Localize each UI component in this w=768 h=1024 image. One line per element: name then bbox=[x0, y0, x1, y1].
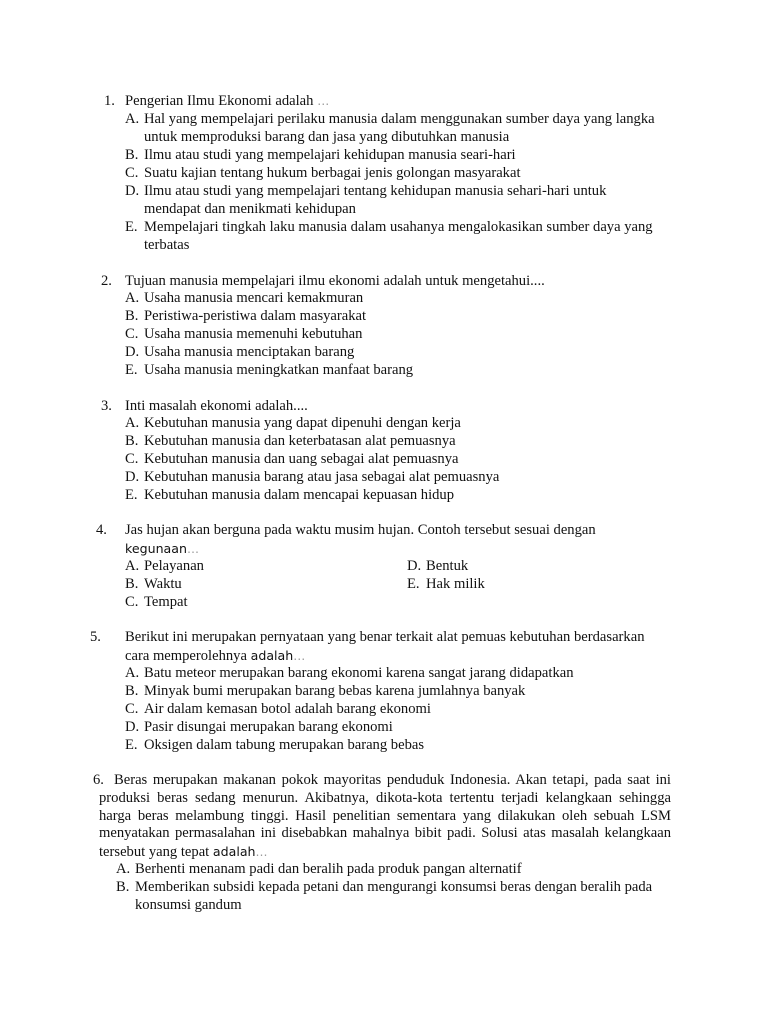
option-letter: A. bbox=[116, 861, 131, 877]
option-text: Waktu bbox=[144, 576, 182, 592]
option-text: Hak milik bbox=[426, 576, 485, 592]
option-letter: D. bbox=[125, 719, 140, 735]
option-letter: B. bbox=[125, 308, 139, 324]
option-letter: A. bbox=[125, 415, 140, 431]
question-stem: Tujuan manusia mempelajari ilmu ekonomi adalah untuk mengetahui.... bbox=[125, 273, 545, 289]
option-text: Kebutuhan manusia dalam mencapai kepuasan hidup bbox=[144, 487, 455, 503]
question-number: 5. bbox=[90, 629, 101, 645]
option-text: Pelayanan bbox=[144, 558, 204, 574]
option-letter: D. bbox=[125, 183, 140, 199]
option-text: Oksigen dalam tabung merupakan barang bebas bbox=[144, 737, 425, 753]
option-text: Peristiwa-peristiwa dalam masyarakat bbox=[144, 308, 367, 324]
ellipsis: … bbox=[313, 94, 330, 108]
option-letter: C. bbox=[125, 451, 139, 467]
option-text: Bentuk bbox=[426, 558, 469, 574]
option-letter: B. bbox=[125, 433, 139, 449]
option-letter: A. bbox=[125, 665, 140, 681]
option-letter: A. bbox=[125, 290, 140, 306]
option-letter: B. bbox=[125, 147, 139, 163]
option-text: Suatu kajian tentang hukum berbagai jenis golongan masyarakat bbox=[144, 165, 521, 181]
option-letter: D. bbox=[125, 344, 140, 360]
option-text: Pasir disungai merupakan barang ekonomi bbox=[144, 719, 393, 735]
option-letter: E. bbox=[125, 362, 138, 378]
option-text: Hal yang mempelajari perilaku manusia dalam menggunakan sumber daya yang langka untuk memproduksi barang dan jasa yang dibutuhkan manusia bbox=[144, 111, 655, 145]
option-letter: C. bbox=[125, 701, 139, 717]
question-number: 1. bbox=[104, 93, 115, 109]
option-text: Air dalam kemasan botol adalah barang ekonomi bbox=[144, 701, 431, 717]
ellipsis: … bbox=[186, 542, 199, 556]
ellipsis: … bbox=[293, 649, 306, 663]
option-text: Kebutuhan manusia barang atau jasa sebagai alat pemuasnya bbox=[144, 469, 500, 485]
question-stem-line2: kegunaan… bbox=[125, 541, 199, 556]
option-text: Usaha manusia memenuhi kebutuhan bbox=[144, 326, 363, 342]
question-stem: Berikut ini merupakan pernyataan yang benar terkait alat pemuas kebutuhan berdasarkan bbox=[125, 629, 645, 645]
option-letter: E. bbox=[125, 219, 138, 235]
option-text: Kebutuhan manusia dan keterbatasan alat pemuasnya bbox=[144, 433, 456, 449]
option-text: Mempelajari tingkah laku manusia dalam usahanya mengalokasikan sumber daya yang terbatas bbox=[144, 219, 653, 253]
option-text: Ilmu atau studi yang mempelajari tentang kehidupan manusia sehari-hari untuk mendapat dan menikmati kehidupan bbox=[144, 183, 607, 217]
option-letter: E. bbox=[407, 576, 420, 592]
option-letter: C. bbox=[125, 165, 139, 181]
option-text: Usaha manusia menciptakan barang bbox=[144, 344, 355, 360]
question-number: 6. bbox=[93, 772, 104, 788]
option-text: Tempat bbox=[144, 594, 188, 610]
question-stem: Beras merupakan makanan pokok mayoritas penduduk Indonesia. Akan tetapi, pada saat ini produksi beras sedang menurun. Akibatnya, dikota-kota tertentu terjadi kelangkaan sehingga harga beras melambung tinggi. Hasil penelitian sementara yang dilakukan oleh sebuah LSM menyatakan permasalahan ini disebabkan mahalnya bibit padi. Solusi atas masalah kelangkaan tersebut yang tepat adalah… bbox=[99, 772, 671, 861]
option-letter: B. bbox=[125, 576, 139, 592]
option-letter: B. bbox=[116, 879, 130, 895]
option-letter: D. bbox=[407, 558, 422, 574]
question-number: 3. bbox=[101, 398, 112, 414]
option-letter: E. bbox=[125, 487, 138, 503]
question-stem: Jas hujan akan berguna pada waktu musim hujan. Contoh tersebut sesuai dengan bbox=[125, 522, 596, 538]
option-letter: C. bbox=[125, 326, 139, 342]
option-letter: C. bbox=[125, 594, 139, 610]
option-text: Kebutuhan manusia yang dapat dipenuhi dengan kerja bbox=[144, 415, 461, 431]
question-stem: Inti masalah ekonomi adalah.... bbox=[125, 398, 308, 414]
option-text: Berhenti menanam padi dan beralih pada produk pangan alternatif bbox=[135, 861, 522, 877]
question-stem-line2: cara memperolehnya adalah… bbox=[125, 648, 306, 664]
option-letter: A. bbox=[125, 111, 140, 127]
option-text: Ilmu atau studi yang mempelajari kehidupan manusia seari-hari bbox=[144, 147, 516, 163]
question-number: 4. bbox=[96, 522, 107, 538]
option-letter: B. bbox=[125, 683, 139, 699]
option-text: Minyak bumi merupakan barang bebas karena jumlahnya banyak bbox=[144, 683, 526, 699]
question-number: 2. bbox=[101, 273, 112, 289]
option-text: Usaha manusia meningkatkan manfaat barang bbox=[144, 362, 414, 378]
option-text: Usaha manusia mencari kemakmuran bbox=[144, 290, 364, 306]
option-text: Kebutuhan manusia dan uang sebagai alat pemuasnya bbox=[144, 451, 459, 467]
option-text: Batu meteor merupakan barang ekonomi karena sangat jarang didapatkan bbox=[144, 665, 574, 681]
ellipsis: … bbox=[255, 845, 268, 860]
option-letter: D. bbox=[125, 469, 140, 485]
option-letter: A. bbox=[125, 558, 140, 574]
option-text: Memberikan subsidi kepada petani dan mengurangi konsumsi beras dengan beralih pada konsumsi gandum bbox=[135, 879, 653, 913]
option-letter: E. bbox=[125, 737, 138, 753]
question-stem: Pengerian Ilmu Ekonomi adalah … bbox=[125, 93, 330, 109]
